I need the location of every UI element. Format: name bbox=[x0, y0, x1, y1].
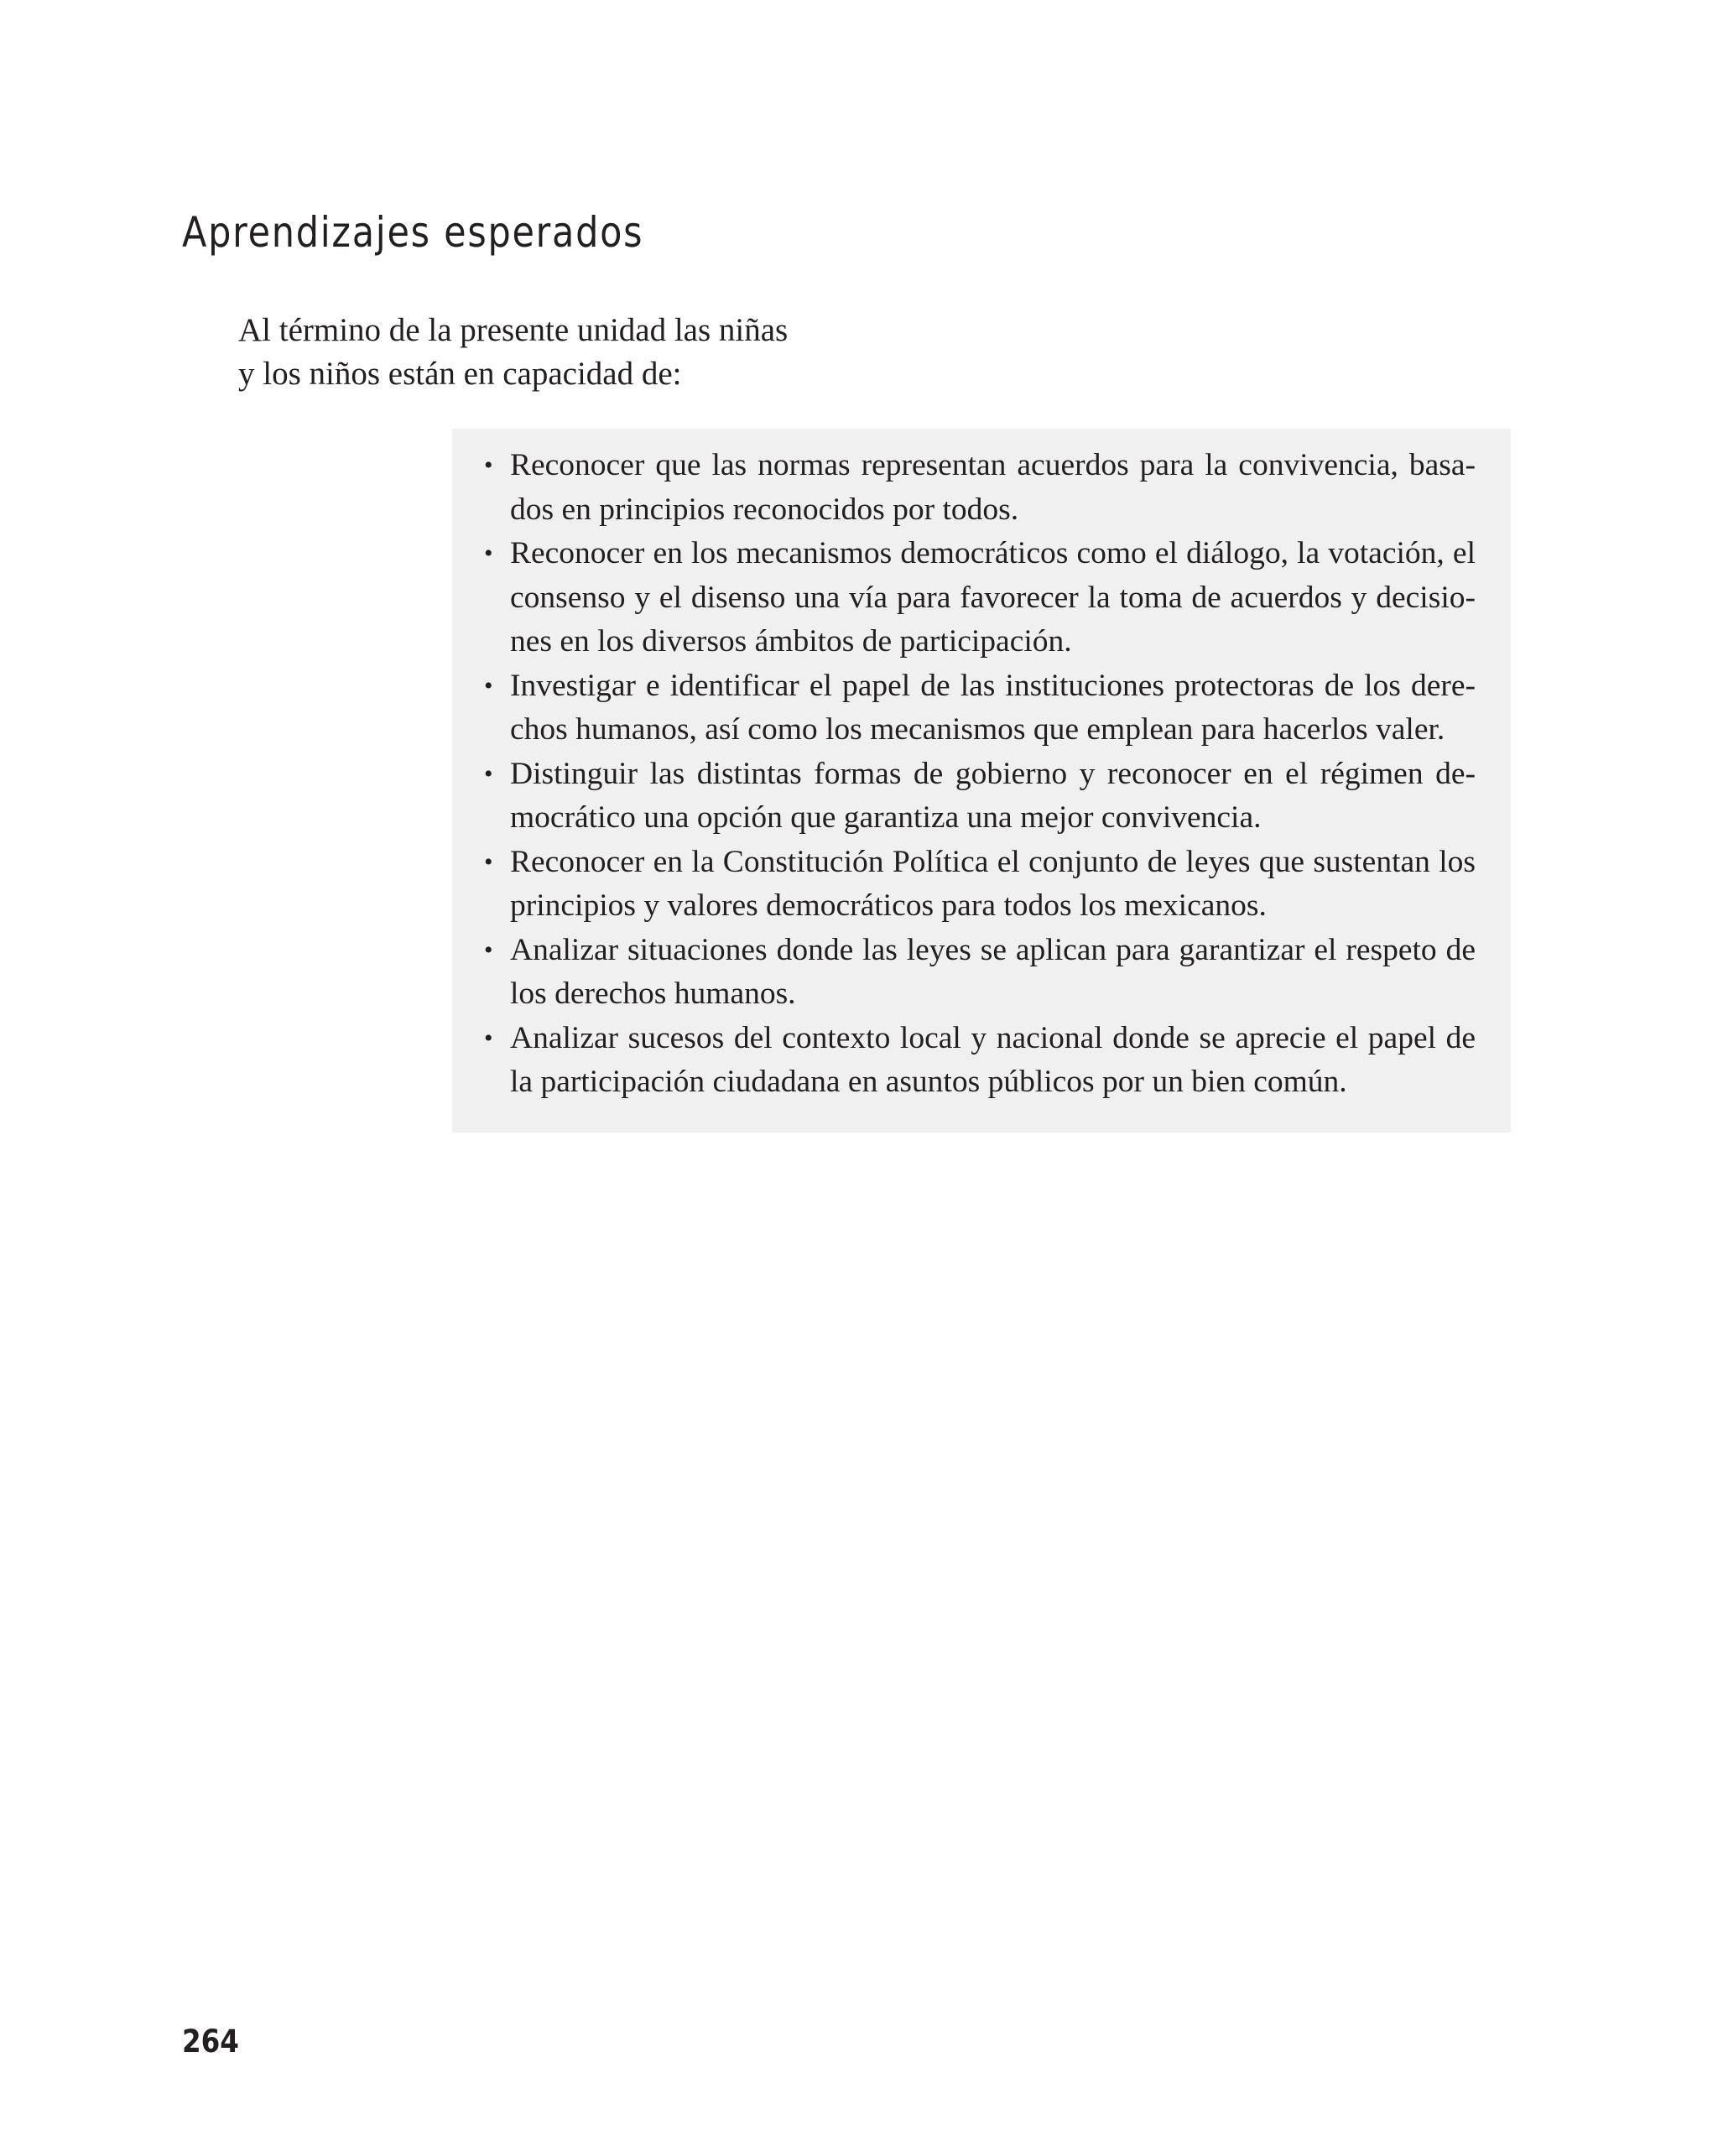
bullet-icon: • bbox=[484, 935, 493, 964]
objective-text: Analizar situaciones donde las leyes se aplican para garantizar el respeto de los derechos humanos. bbox=[510, 932, 1476, 1011]
objective-item bbox=[484, 532, 1476, 664]
intro-line: Al término de la presente unidad las niñas bbox=[238, 312, 789, 348]
intro-paragraph bbox=[238, 309, 876, 396]
objective-text: Reconocer que las normas representan acuerdos para la convivencia, basados en principios reconocidos por todos. bbox=[510, 448, 1476, 527]
objective-text: Distinguir las distintas formas de gobierno y reconocer en el régimen democrático una opción que garantiza una mejor convivencia. bbox=[510, 756, 1476, 835]
objective-text: Reconocer en la Constitución Política el conjunto de leyes que sustentan los principios y valores democráticos para todos los mexicanos. bbox=[510, 844, 1476, 923]
section-title: Aprendizajes esperados bbox=[182, 208, 644, 257]
objective-text: Analizar sucesos del contexto local y nacional donde se aprecie el papel de la participación ciudadana en asuntos públicos por un bien común. bbox=[510, 1020, 1476, 1099]
objective-item bbox=[484, 444, 1476, 532]
bullet-icon: • bbox=[484, 1023, 493, 1052]
page-number: 264 bbox=[182, 2023, 239, 2060]
bullet-icon: • bbox=[484, 451, 493, 479]
bullet-icon: • bbox=[484, 759, 493, 788]
objective-item bbox=[484, 841, 1476, 929]
bullet-icon: • bbox=[484, 539, 493, 567]
bullet-icon: • bbox=[484, 671, 493, 700]
objective-item bbox=[484, 664, 1476, 753]
learning-objectives-box bbox=[452, 429, 1511, 1133]
learning-objectives-list bbox=[484, 444, 1476, 1105]
objective-text: Investigar e identificar el papel de las instituciones protectoras de los derechos humanos, así como los mecanismos que emplean para hacerlos valer. bbox=[510, 668, 1476, 747]
objective-item bbox=[484, 929, 1476, 1017]
objective-item bbox=[484, 1017, 1476, 1105]
bullet-icon: • bbox=[484, 847, 493, 876]
objective-item bbox=[484, 753, 1476, 841]
objective-text: Reconocer en los mecanismos democráticos como el diálogo, la votación, el consenso y el disenso una vía para favorecer la toma de acuerdos y decisiones en los diversos ámbitos de participación. bbox=[510, 536, 1476, 659]
intro-line: y los niños están en capacidad de: bbox=[238, 356, 682, 392]
